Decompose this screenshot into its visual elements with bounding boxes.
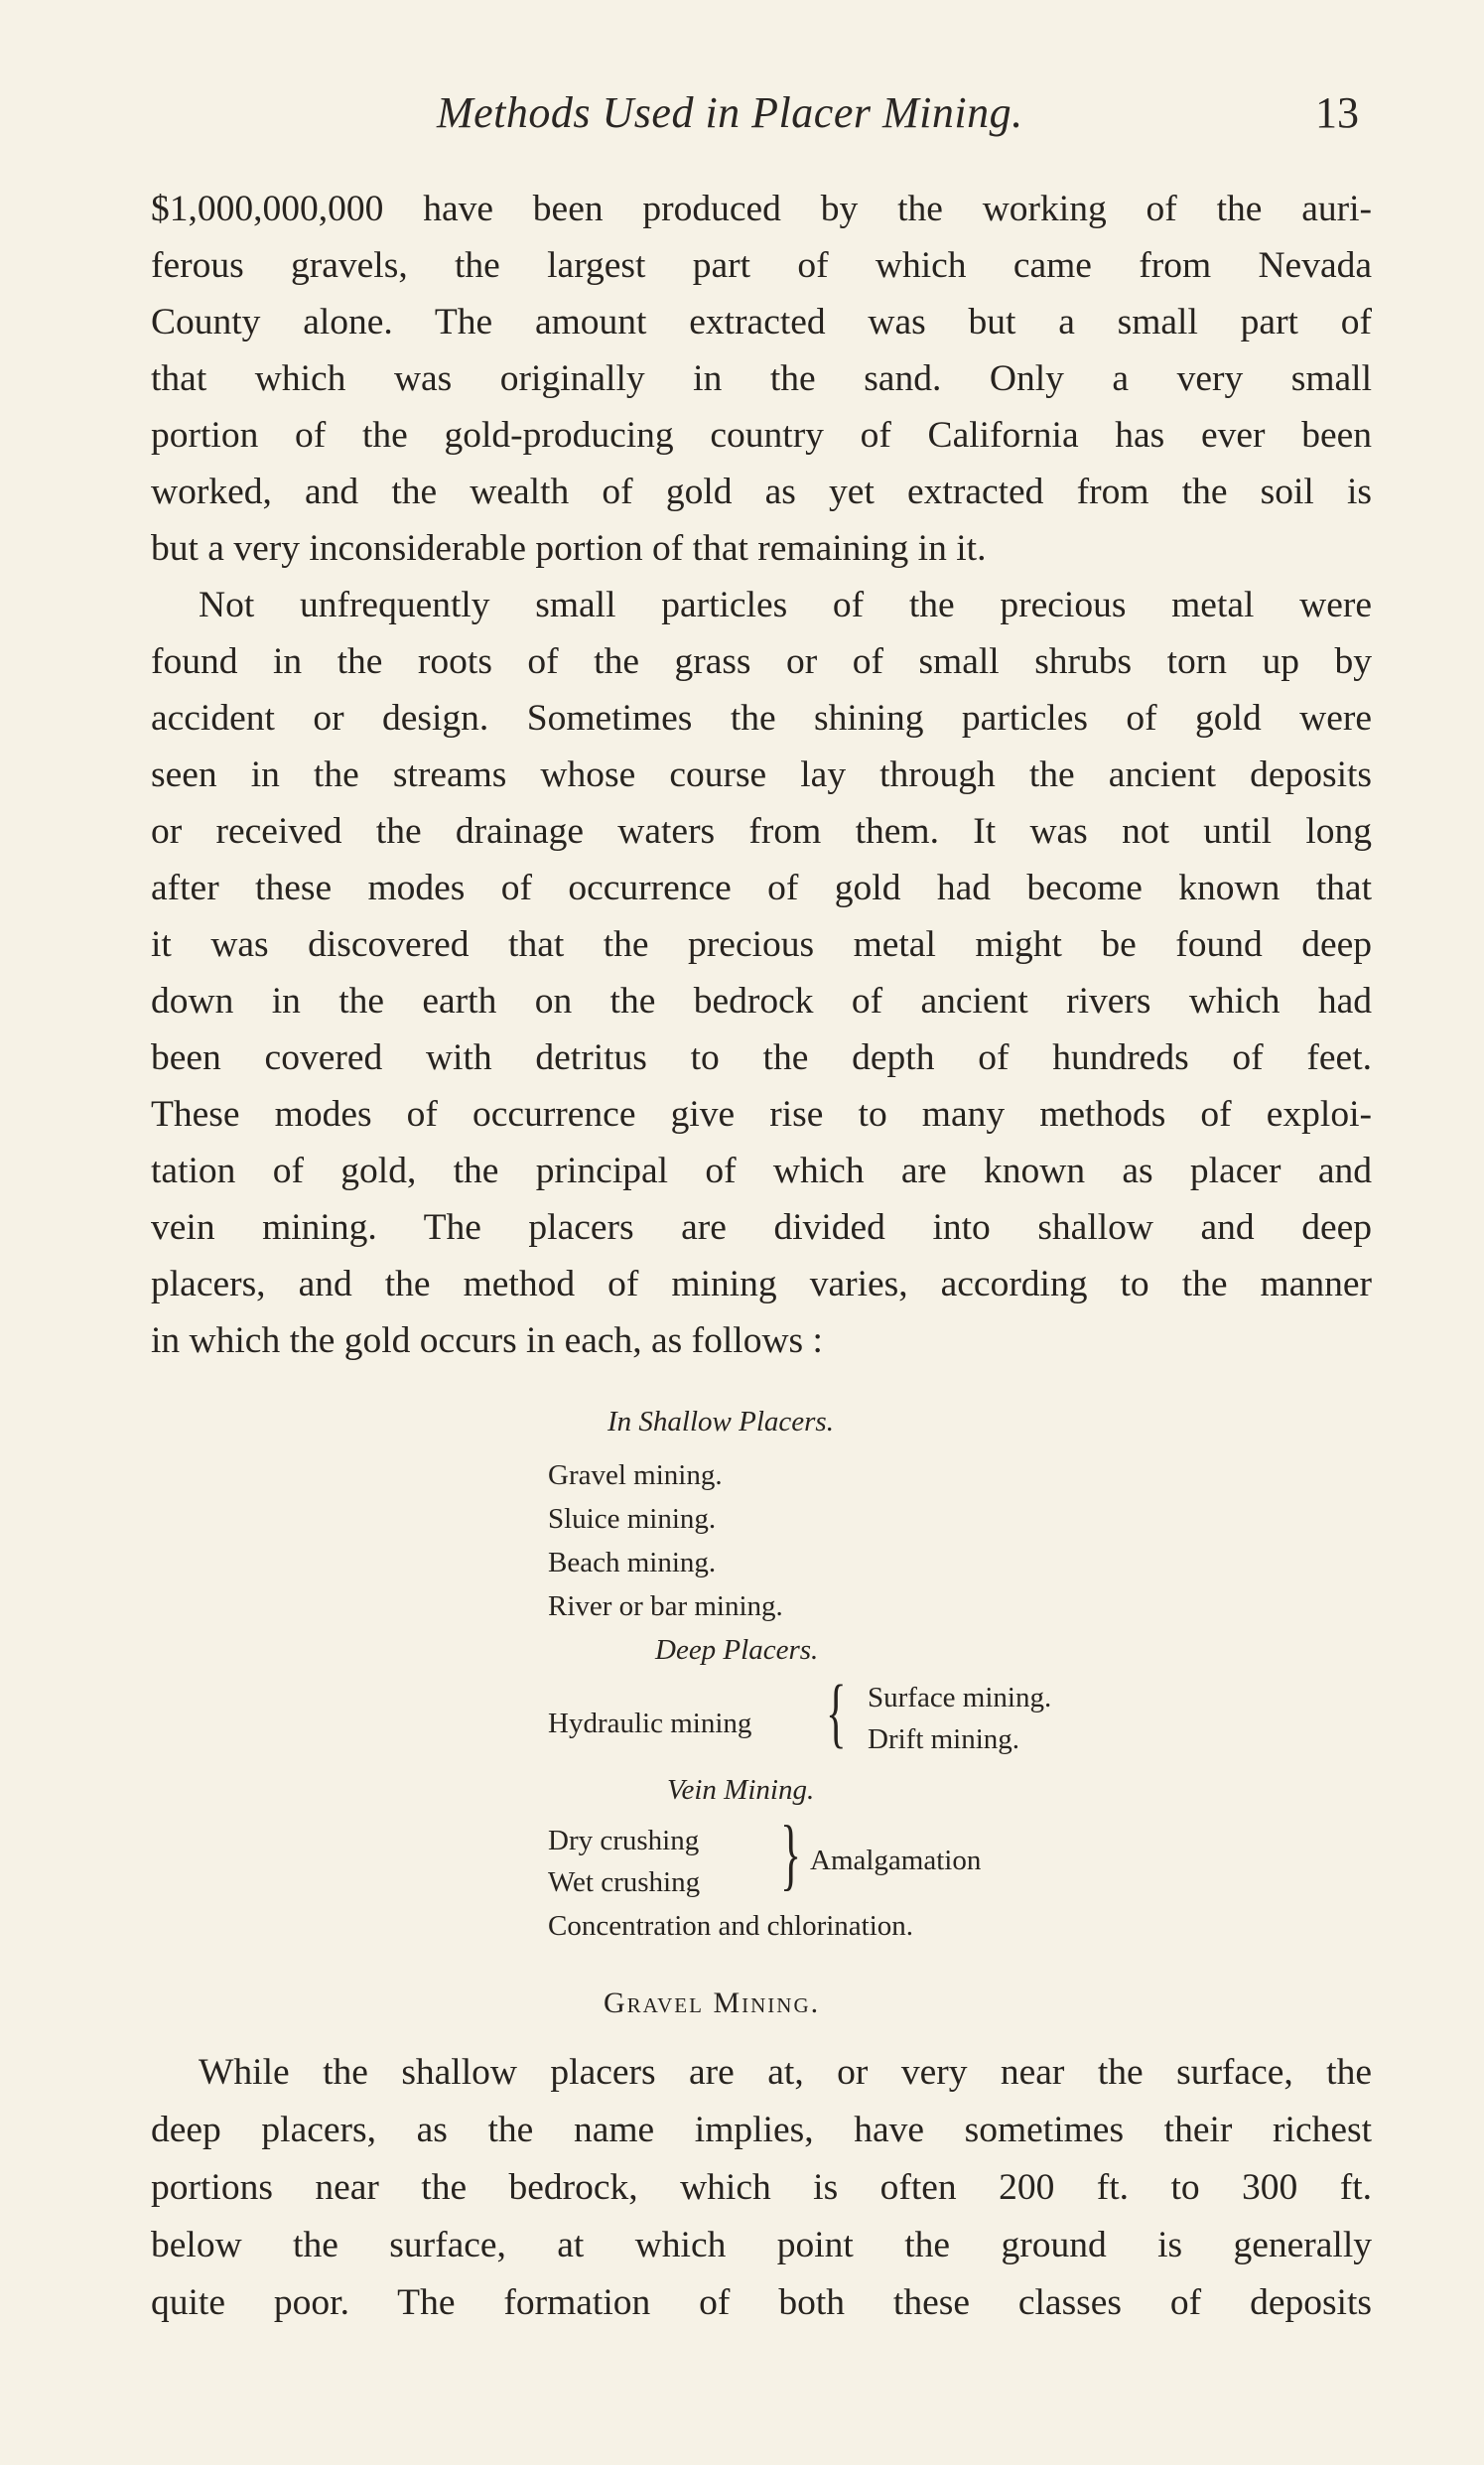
list-item: Surface mining. (868, 1682, 1052, 1713)
text-line: ferous gravels, the largest part of which came from Nevada (151, 245, 1372, 286)
brace-close-icon: } (780, 1811, 802, 1898)
text-line: been covered with detritus to the depth of hundreds of feet. (151, 1037, 1372, 1078)
list-heading-deep: Deep Placers. (655, 1634, 819, 1666)
text-line: seen in the streams whose course lay through the ancient deposits (151, 754, 1372, 795)
text-line: portion of the gold-producing country of California has ever been (151, 415, 1372, 456)
text-line: found in the roots of the grass or of small shrubs torn up by (151, 641, 1372, 682)
text-line: below the surface, at which point the ground is generally (151, 2225, 1372, 2265)
text-line: in which the gold occurs in each, as follows : (151, 1320, 823, 1361)
list-heading-shallow: In Shallow Placers. (607, 1406, 834, 1438)
text-line: after these modes of occurrence of gold had become known that (151, 868, 1372, 908)
section-heading: Gravel Mining. (604, 1986, 821, 2019)
text-line: accident or design. Sometimes the shining particles of gold were (151, 698, 1372, 739)
brace-icon: { (826, 1669, 847, 1755)
text-line: it was discovered that the precious metal might be found deep (151, 924, 1372, 965)
text-line: These modes of occurrence give rise to many methods of exploi- (151, 1094, 1372, 1135)
list-item: Dry crushing (548, 1825, 700, 1856)
text-line: that which was originally in the sand. Only a very small (151, 358, 1372, 399)
text-line: portions near the bedrock, which is often 200 ft. to 300 ft. (151, 2167, 1372, 2208)
list-item: River or bar mining. (548, 1590, 783, 1622)
list-item: Wet crushing (548, 1866, 701, 1898)
text-line: County alone. The amount extracted was but a small part of (151, 302, 1372, 342)
text-line: While the shallow placers are at, or very near the surface, the (199, 2052, 1372, 2093)
text-line: $1,000,000,000 have been produced by the working of the auri- (151, 189, 1372, 229)
text-line: worked, and the wealth of gold as yet extracted from the soil is (151, 472, 1372, 512)
list-item: Gravel mining. (548, 1459, 723, 1491)
text-line: but a very inconsiderable portion of that remaining in it. (151, 528, 987, 569)
list-item: Concentration and chlorination. (548, 1910, 914, 1942)
text-line: deep placers, as the name implies, have sometimes their richest (151, 2110, 1372, 2150)
list-item: Beach mining. (548, 1547, 717, 1578)
running-title: Methods Used in Placer Mining. (437, 88, 1023, 137)
text-line: Not unfrequently small particles of the precious metal were (199, 585, 1372, 625)
text-line: placers, and the method of mining varies, according to the manner (151, 1264, 1372, 1304)
list-item: Amalgamation (810, 1845, 982, 1876)
list-item: Sluice mining. (548, 1503, 717, 1535)
page-number: 13 (1315, 88, 1359, 137)
text-line: tation of gold, the principal of which are known as placer and (151, 1151, 1372, 1191)
text-line: vein mining. The placers are divided into shallow and deep (151, 1207, 1372, 1248)
list-item: Drift mining. (868, 1723, 1020, 1755)
text-line: quite poor. The formation of both these classes of deposits (151, 2282, 1372, 2323)
list-heading-vein: Vein Mining. (667, 1774, 815, 1806)
text-line: or received the drainage waters from them. It was not until long (151, 811, 1372, 852)
hydraulic-mining-label: Hydraulic mining (548, 1708, 752, 1739)
text-line: down in the earth on the bedrock of ancient rivers which had (151, 981, 1372, 1022)
